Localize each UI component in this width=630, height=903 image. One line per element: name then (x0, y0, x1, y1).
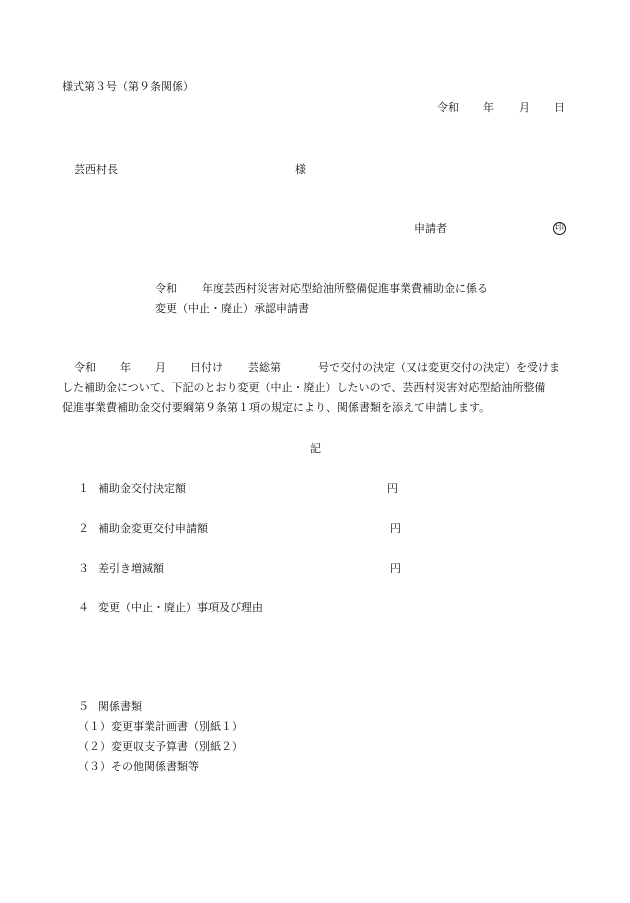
item-number: ４ (78, 601, 89, 614)
item-unit: 円 (390, 562, 401, 575)
body-date-suffix: 日付け (190, 361, 223, 374)
docs-list-item: （２）変更収支予算書（別紙２） (78, 740, 243, 753)
body-line2: した補助金について、下記のとおり変更（中止・廃止）したいので、芸西村災害対応型給油所整備 (62, 381, 546, 394)
docs-number: ５ (78, 700, 89, 713)
addressee-honorific: 様 (295, 163, 306, 176)
title-line2: 変更（中止・廃止）承認申請書 (155, 302, 309, 315)
date-month: 月 (519, 101, 530, 114)
item-label: 変更（中止・廃止）事項及び理由 (98, 601, 263, 614)
item-label: 差引き増減額 (98, 562, 164, 575)
item-number: １ (78, 482, 89, 495)
ki-heading: 記 (310, 442, 321, 455)
date-era: 令和 (437, 101, 459, 114)
body-line1-rest: 号で交付の決定（又は変更交付の決定）を受けま (318, 361, 560, 374)
docs-list-item: （３）その他関係書類等 (78, 760, 199, 773)
docs-label: 関係書類 (98, 700, 142, 713)
body-month: 月 (155, 361, 166, 374)
item-label: 補助金交付決定額 (98, 482, 186, 495)
body-doc-prefix: 芸総第 (248, 361, 281, 374)
applicant-label: 申請者 (414, 222, 447, 235)
item-number: ３ (78, 562, 89, 575)
date-day: 日 (554, 101, 565, 114)
form-label: 様式第３号（第９条関係） (62, 80, 194, 93)
body-era: 令和 (74, 361, 96, 374)
item-label: 補助金変更交付申請額 (98, 522, 208, 535)
item-unit: 円 (390, 522, 401, 535)
title-line1: 年度芸西村災害対応型給油所整備促進事業費補助金に係る (202, 282, 488, 295)
title-era: 令和 (155, 282, 177, 295)
body-year: 年 (120, 361, 131, 374)
item-number: ２ (78, 522, 89, 535)
body-line3: 促進事業費補助金交付要綱第９条第１項の規定により、関係書類を添えて申請します。 (62, 401, 491, 414)
date-year: 年 (483, 101, 494, 114)
docs-list-item: （１）変更事業計画書（別紙１） (78, 720, 243, 733)
item-unit: 円 (387, 482, 398, 495)
addressee-name: 芸西村長 (74, 163, 118, 176)
seal-mark: 印 (554, 223, 564, 233)
